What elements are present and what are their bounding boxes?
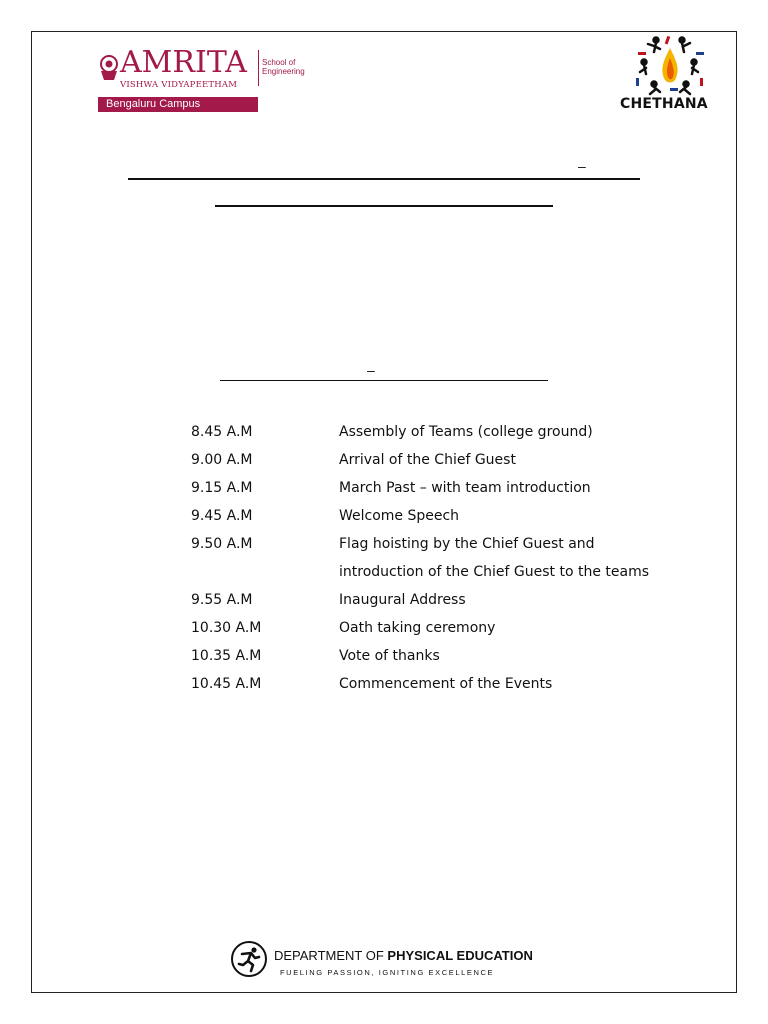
schedule-time: 10.30 A.M (191, 620, 262, 636)
amrita-logo (98, 45, 318, 114)
schedule-event: Commencement of the Events (339, 676, 553, 692)
schedule-row (191, 586, 661, 614)
schedule-time: 10.45 A.M (191, 676, 262, 692)
title-rule-2 (215, 205, 553, 207)
amrita-name: AMRITA (120, 45, 247, 80)
schedule-row (191, 558, 661, 586)
chethana-emblem-icon (630, 34, 710, 96)
runner-icon (230, 940, 268, 978)
chethana-name: CHETHANA (620, 96, 708, 112)
schedule-time: 9.55 A.M (191, 592, 253, 608)
title-dash-1: – (578, 158, 586, 174)
schedule-time: 9.50 A.M (191, 536, 253, 552)
schedule-row (191, 530, 661, 558)
campus-bar: Bengaluru Campus (98, 97, 258, 112)
footer-dept-prefix: DEPARTMENT OF (274, 948, 384, 963)
amrita-subtitle: VISHWA VIDYAPEETHAM (120, 80, 238, 90)
footer-tagline: FUELING PASSION, IGNITING EXCELLENCE (280, 968, 495, 977)
schedule-event: Assembly of Teams (college ground) (339, 424, 593, 440)
schedule-time: 8.45 A.M (191, 424, 253, 440)
footer-department (274, 948, 533, 963)
title-rule-1 (128, 178, 640, 180)
schedule-event: March Past – with team introduction (339, 480, 591, 496)
amrita-divider (258, 50, 259, 86)
schedule-event: introduction of the Chief Guest to the teams (339, 564, 650, 580)
schedule-event: Vote of thanks (339, 648, 440, 664)
schedule-time: 9.00 A.M (191, 452, 253, 468)
schedule-row (191, 474, 661, 502)
schedule-row (191, 502, 661, 530)
schedule-row (191, 418, 661, 446)
schedule-event: Flag hoisting by the Chief Guest and (339, 536, 595, 552)
section-rule (220, 380, 548, 381)
schedule-row (191, 670, 661, 698)
schedule-row (191, 642, 661, 670)
schedule-event: Inaugural Address (339, 592, 466, 608)
amrita-emblem-icon (98, 54, 120, 82)
schedule-time: 9.45 A.M (191, 508, 253, 524)
footer-logo (230, 940, 550, 986)
footer-dept-name: PHYSICAL EDUCATION (387, 948, 533, 963)
schedule-event: Oath taking ceremony (339, 620, 496, 636)
schedule-table (191, 418, 661, 698)
chethana-logo (618, 34, 718, 116)
schedule-row (191, 446, 661, 474)
schedule-event: Welcome Speech (339, 508, 460, 524)
section-dash: – (367, 362, 375, 378)
schedule-time: 10.35 A.M (191, 648, 262, 664)
schedule-time: 9.15 A.M (191, 480, 253, 496)
schedule-event: Arrival of the Chief Guest (339, 452, 516, 468)
schedule-time (191, 558, 339, 586)
amrita-school: School of Engineering (262, 58, 305, 76)
schedule-row (191, 614, 661, 642)
